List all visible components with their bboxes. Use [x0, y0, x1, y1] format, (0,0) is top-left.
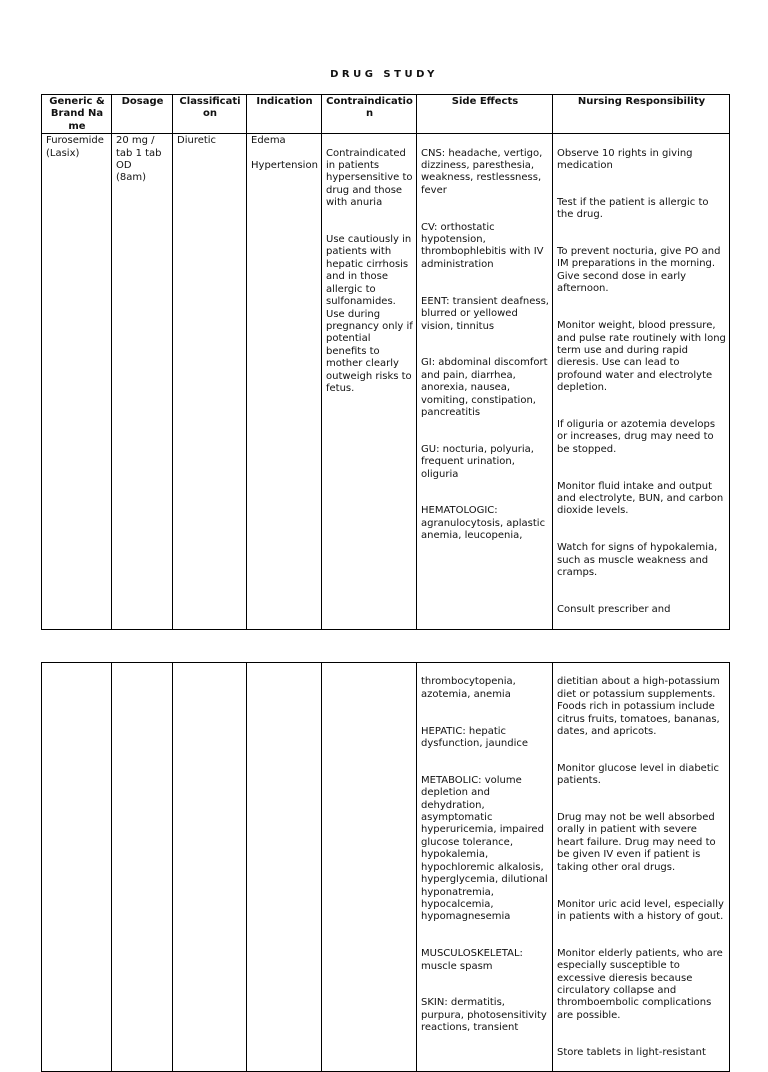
nursing-item: Monitor weight, blood pressure, and pulse rate routinely with long term use and during rapid dieresis. Use can lead to profound water and electrolyte depletion.	[557, 320, 726, 394]
header-nursing-responsibility: Nursing Responsibility	[553, 95, 730, 134]
cell-indication	[247, 134, 322, 629]
side-effect-item: thrombocytopenia, azotemia, anemia	[421, 676, 516, 700]
cell-contraindication-empty	[322, 663, 417, 1072]
nursing-item: dietitian about a high-potassium diet or potassium supplements. Foods rich in potassium include citrus fruits, tomatoes, bananas, dates, and apricots.	[557, 676, 720, 738]
nursing-item: Drug may not be well absorbed orally in patient with severe heart failure. Drug may need to be given IV even if patient is taking other oral drugs.	[557, 812, 716, 873]
nursing-item: Test if the patient is allergic to the drug.	[557, 196, 709, 221]
cell-dosage: 20 mg / tab 1 tab OD (8am)	[112, 134, 173, 629]
nursing-item: If oliguria or azotemia develops or increases, drug may need to be stopped.	[557, 418, 716, 455]
header-side-effects: Side Effects	[417, 95, 553, 134]
nursing-item: To prevent nocturia, give PO and IM preparations in the morning. Give second dose in early afternoon.	[557, 246, 721, 295]
nursing-item: Monitor elderly patients, who are especially susceptible to excessive dieresis because circulatory collapse and thromboembolic complications are possible.	[557, 947, 723, 1021]
nursing-item: Consult prescriber and	[557, 603, 671, 615]
side-effect-item: HEMATOLOGIC: agranulocytosis, aplastic anemia, leucopenia,	[421, 505, 546, 542]
side-effect-item: GI: abdominal discomfort and pain, diarrhea, anorexia, nausea, vomiting, constipation, pancreatitis	[421, 357, 548, 418]
side-effect-item: METABOLIC: volume depletion and dehydration, asymptomatic hyperuricemia, impaired glucose tolerance, hypokalemia, hypochloremic alkalosis, hyperglycemia, dilutional hyponatremia, hypocalcemia, hypomagnesemia	[421, 774, 548, 923]
cell-classification: Diuretic	[173, 134, 247, 629]
nursing-item: Observe 10 rights in giving medication	[557, 147, 693, 172]
nursing-item: Watch for signs of hypokalemia, such as muscle weakness and cramps.	[557, 542, 718, 578]
nursing-item: Monitor fluid intake and output and electrolyte, BUN, and carbon dioxide levels.	[557, 480, 724, 517]
side-effect-item: SKIN: dermatitis, purpura, photosensitivity reactions, transient	[421, 997, 547, 1034]
contraindication-item: Use cautiously in patients with hepatic cirrhosis and in those allergic to sulfonamides. Use during pregnancy only if potential benefits to mother clearly outweigh risks to fetus.	[326, 234, 413, 394]
side-effect-item: MUSCULOSKELETAL: muscle spasm	[421, 948, 523, 972]
document-title: DRUG STUDY	[330, 69, 438, 80]
header-generic: Generic & Brand Name	[42, 95, 112, 134]
cell-dosage-empty	[112, 663, 173, 1072]
drug-study-table-page-2	[41, 662, 730, 1072]
header-row	[42, 95, 730, 134]
header-contraindication: Contraindication	[322, 95, 417, 134]
nursing-item: Monitor uric acid level, especially in patients with a history of gout.	[557, 898, 724, 922]
side-effect-item: CNS: headache, vertigo, dizziness, paresthesia, weakness, restlessness, fever	[421, 147, 543, 196]
side-effect-item: EENT: transient deafness, blurred or yellowed vision, tinnitus	[421, 295, 549, 332]
header-classification: Classification	[173, 95, 247, 134]
cell-side-effects	[417, 134, 553, 629]
cell-classification-empty	[173, 663, 247, 1072]
cell-nursing-responsibility	[553, 134, 730, 629]
cell-side-effects	[417, 663, 553, 1072]
side-effect-item: CV: orthostatic hypotension, thrombophlebitis with IV administration	[421, 221, 544, 270]
indication-item: Hypertension	[251, 159, 318, 171]
cell-indication-empty	[247, 663, 322, 1072]
indication-item: Edema	[251, 135, 286, 147]
nursing-item: Store tablets in light-resistant	[557, 1046, 706, 1058]
contraindication-item: Contraindicated in patients hypersensitive to drug and those with anuria	[326, 147, 413, 209]
cell-nursing-responsibility	[553, 663, 730, 1072]
table-row	[42, 134, 730, 629]
side-effect-item: GU: nocturia, polyuria, frequent urination, oliguria	[421, 443, 534, 480]
table-row	[42, 663, 730, 1072]
header-indication: Indication	[247, 95, 322, 134]
header-dosage: Dosage	[112, 95, 173, 134]
cell-generic-empty	[42, 663, 112, 1072]
drug-study-table-page-1	[41, 94, 730, 630]
nursing-item: Monitor glucose level in diabetic patients.	[557, 762, 720, 787]
cell-contraindication	[322, 134, 417, 629]
side-effect-item: HEPATIC: hepatic dysfunction, jaundice	[421, 725, 529, 750]
cell-generic: Furosemide (Lasix)	[42, 134, 112, 629]
